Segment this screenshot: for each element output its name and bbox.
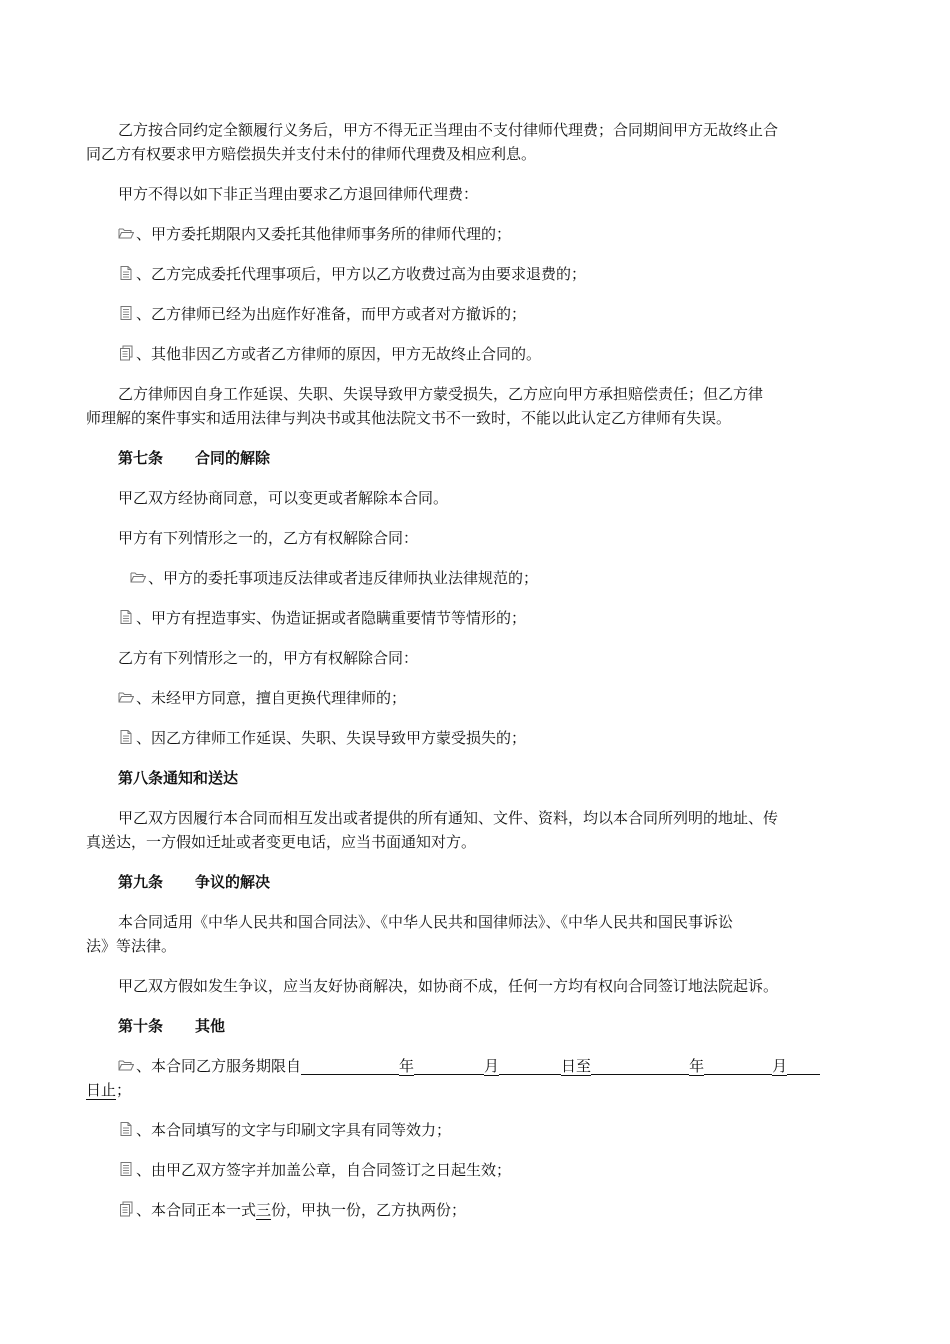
open-folder-icon bbox=[130, 569, 146, 585]
copies-count: 三 bbox=[256, 1201, 272, 1219]
paragraph-fee-obligation-line-1 bbox=[0, 119, 950, 141]
paragraph-text: 同乙方有权要求甲方赔偿损失并支付未付的律师代理费及相应利息。 bbox=[86, 145, 537, 163]
paragraph-liability-line-1 bbox=[0, 383, 950, 405]
list-item-refund-4 bbox=[0, 343, 950, 365]
paragraph-notice-line-2 bbox=[0, 831, 950, 853]
list-item-text: 、乙方完成委托代理事项后，甲方以乙方收费过高为由要求退费的； bbox=[136, 265, 587, 283]
list-item-refund-3 bbox=[0, 303, 950, 325]
list-item-text: 、乙方律师已经为出庭作好准备，而甲方或者对方撤诉的； bbox=[136, 305, 527, 323]
end-month-label: 月 bbox=[772, 1057, 788, 1075]
blank-start-day[interactable] bbox=[499, 1055, 561, 1075]
open-folder-icon bbox=[118, 689, 134, 705]
page-icon bbox=[118, 1161, 134, 1177]
article-title: 争议的解决 bbox=[195, 873, 271, 891]
paragraph-party-a-cases bbox=[0, 527, 950, 549]
end-year-label: 年 bbox=[689, 1057, 705, 1075]
paragraph-text: 甲方不得以如下非正当理由要求乙方退回律师代理费： bbox=[118, 185, 479, 203]
paragraph-text: 法》等法律。 bbox=[86, 937, 177, 955]
paragraph-liability-line-2 bbox=[0, 407, 950, 429]
blank-start-month[interactable] bbox=[414, 1055, 484, 1075]
list-item-service-term-line-2 bbox=[0, 1079, 950, 1101]
article-number: 第九条 bbox=[118, 873, 164, 891]
stacked-pages-icon bbox=[118, 1201, 134, 1217]
open-folder-icon bbox=[118, 225, 134, 241]
list-item-a-case-2 bbox=[0, 607, 950, 629]
list-item-text: 、其他非因乙方或者乙方律师的原因，甲方无故终止合同的。 bbox=[136, 345, 542, 363]
blank-end-year[interactable] bbox=[591, 1055, 689, 1075]
paragraph-applicable-law-line-2 bbox=[0, 935, 950, 957]
article-title: 其他 bbox=[195, 1017, 226, 1035]
paragraph-text: 甲乙双方假如发生争议，应当友好协商解决，如协商不成，任何一方均有权向合同签订地法院起诉。 bbox=[118, 977, 779, 995]
list-item-text: ； bbox=[116, 1081, 132, 1099]
article-title: 合同的解除 bbox=[195, 449, 271, 467]
paragraph-text: 师理解的案件事实和适用法律与判决书或其他法院文书不一致时，不能以此认定乙方律师有失误。 bbox=[86, 409, 732, 427]
start-month-label: 月 bbox=[484, 1057, 500, 1075]
paragraph-text: 真送达，一方假如迁址或者变更电话，应当书面通知对方。 bbox=[86, 833, 477, 851]
article-number: 第十条 bbox=[118, 1017, 164, 1035]
document-icon bbox=[118, 1121, 134, 1137]
document-icon bbox=[118, 729, 134, 745]
blank-start-year[interactable] bbox=[301, 1055, 399, 1075]
list-item-text: 、因乙方律师工作延误、失职、失误导致甲方蒙受损失的； bbox=[136, 729, 527, 747]
list-item-b-case-2 bbox=[0, 727, 950, 749]
stacked-pages-icon bbox=[118, 345, 134, 361]
article-7-heading bbox=[0, 447, 950, 469]
end-day-label: 日止 bbox=[86, 1081, 117, 1099]
blank-end-month-tail[interactable] bbox=[787, 1055, 820, 1075]
list-item-text: 、甲方有捏造事实、伪造证据或者隐瞒重要情节等情形的； bbox=[136, 609, 527, 627]
article-10-heading bbox=[0, 1015, 950, 1037]
list-item-text: 、由甲乙双方签字并加盖公章，自合同签订之日起生效； bbox=[136, 1161, 512, 1179]
list-item-service-term bbox=[0, 1055, 950, 1077]
list-item-a-case-1 bbox=[0, 567, 950, 589]
list-item-effective bbox=[0, 1159, 950, 1181]
paragraph-mutual-termination bbox=[0, 487, 950, 509]
paragraph-text: 乙方按合同约定全额履行义务后，甲方不得无正当理由不支付律师代理费；合同期间甲方无故终止合 bbox=[118, 121, 779, 139]
paragraph-party-b-cases bbox=[0, 647, 950, 669]
list-item-text: 、甲方委托期限内又委托其他律师事务所的律师代理的； bbox=[136, 225, 512, 243]
open-folder-icon bbox=[118, 1057, 134, 1073]
start-year-label: 年 bbox=[399, 1057, 415, 1075]
article-number: 第七条 bbox=[118, 449, 164, 467]
paragraph-notice-line-1 bbox=[0, 807, 950, 829]
paragraph-text: 本合同适用《中华人民共和国合同法》、《中华人民共和国律师法》、《中华人民共和国民事诉讼 bbox=[118, 913, 734, 931]
list-item-text: 、甲方的委托事项违反法律或者违反律师执业法律规范的； bbox=[148, 569, 539, 587]
list-item-text: 、未经甲方同意，擅自更换代理律师的； bbox=[136, 689, 407, 707]
page-icon bbox=[118, 305, 134, 321]
list-item-copies bbox=[0, 1199, 950, 1221]
list-item-text: 、本合同正本一式 bbox=[136, 1201, 257, 1219]
list-item-text: 、本合同乙方服务期限自 bbox=[136, 1057, 302, 1075]
paragraph-text: 乙方有下列情形之一的，甲方有权解除合同： bbox=[118, 649, 419, 667]
article-title: 第八条通知和送达 bbox=[118, 769, 239, 787]
document-icon bbox=[118, 609, 134, 625]
start-day-label: 日至 bbox=[561, 1057, 592, 1075]
article-8-heading bbox=[0, 767, 950, 789]
list-item-b-case-1 bbox=[0, 687, 950, 709]
list-item-refund-2 bbox=[0, 263, 950, 285]
list-item-refund-1 bbox=[0, 223, 950, 245]
paragraph-text: 甲乙双方经协商同意，可以变更或者解除本合同。 bbox=[118, 489, 449, 507]
paragraph-fee-obligation-line-2 bbox=[0, 143, 950, 165]
paragraph-text: 乙方律师因自身工作延误、失职、失误导致甲方蒙受损失，乙方应向甲方承担赔偿责任；但乙方律 bbox=[118, 385, 764, 403]
document-icon bbox=[118, 265, 134, 281]
list-item-text: 份，甲执一份，乙方执两份； bbox=[271, 1201, 467, 1219]
paragraph-text: 甲方有下列情形之一的，乙方有权解除合同： bbox=[118, 529, 419, 547]
paragraph-no-refund-intro bbox=[0, 183, 950, 205]
paragraph-applicable-law-line-1 bbox=[0, 911, 950, 933]
article-9-heading bbox=[0, 871, 950, 893]
list-item-equal-effect bbox=[0, 1119, 950, 1141]
paragraph-dispute bbox=[0, 975, 950, 997]
list-item-text: 、本合同填写的文字与印刷文字具有同等效力； bbox=[136, 1121, 452, 1139]
paragraph-text: 甲乙双方因履行本合同而相互发出或者提供的所有通知、文件、资料，均以本合同所列明的地址、传 bbox=[118, 809, 779, 827]
blank-end-month[interactable] bbox=[704, 1055, 772, 1075]
